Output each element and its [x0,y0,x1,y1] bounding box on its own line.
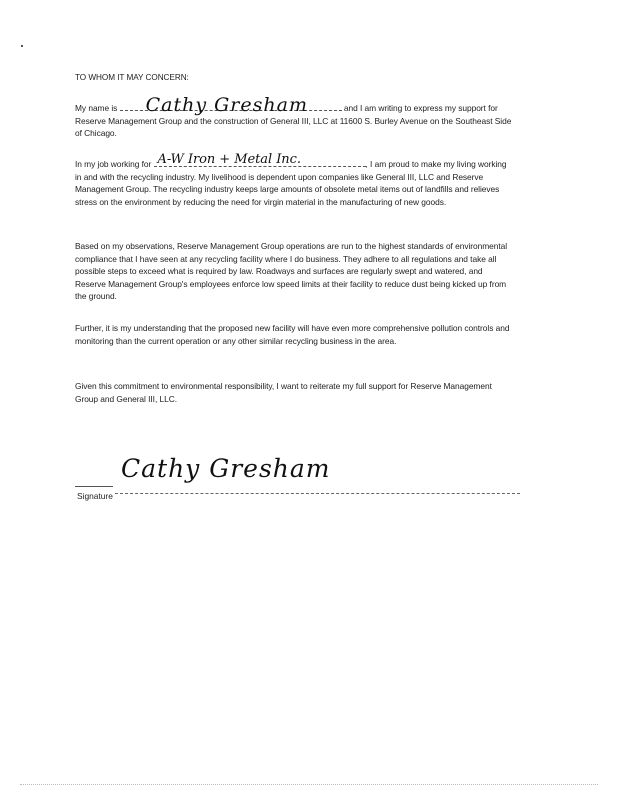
scan-speck [21,45,23,47]
employer-after-text: , I am proud to make my living working in and with the recycling industry. My livelihood is dependent upon companies like General III, LLC and Reserve Management Group. The recycling industry keeps large amounts of obsolete metal items out of landfills and relieves stress on the environment by reducing the need for virgin material in the manufacturing of new goods. [75,159,507,207]
paragraph-employer [75,154,515,208]
name-after-text: and I am writing to express my support for Reserve Management Group and the construction of General III, LLC at 11600 S. Burley Avenue on the Southeast Side of Chicago. [75,103,512,139]
name-field [120,94,342,117]
handwritten-signature: Cathy Gresham [121,454,331,483]
signature-lead-line [75,486,113,487]
employer-intro-text: In my job working for [75,159,152,169]
signature-line [115,493,520,494]
paragraph-observations: Based on my observations, Reserve Management Group operations are run to the highest standards of environmental compliance that I have seen at any recycling facility where I do business. They adhere to all regulations and take all possible steps to exceed what is required by law. Roadways and surfaces are regularly swept and watered, and Reserve Management Group's employees enforce low speed limits at their facility to reduce dust being kicked up from the ground. [75,241,508,302]
signature-label: Signature [77,491,113,501]
scan-edge-noise [20,784,598,785]
handwritten-name: Cathy Gresham [145,94,308,117]
signature-block [75,452,525,504]
name-intro-text: My name is [75,103,118,113]
paragraph-closing: Given this commitment to environmental responsibility, I want to reiterate my full support for Reserve Management Group and General III, LLC. [75,381,492,404]
paragraph-name [75,94,515,140]
employer-field [154,154,366,167]
handwritten-employer: A-W Iron + Metal Inc. [157,152,301,168]
salutation: TO WHOM IT MAY CONCERN: [75,73,189,82]
paragraph-new-facility: Further, it is my understanding that the proposed new facility will have even more comprehensive pollution controls and monitoring than the current operation or any other similar recycling business in the area. [75,323,510,346]
